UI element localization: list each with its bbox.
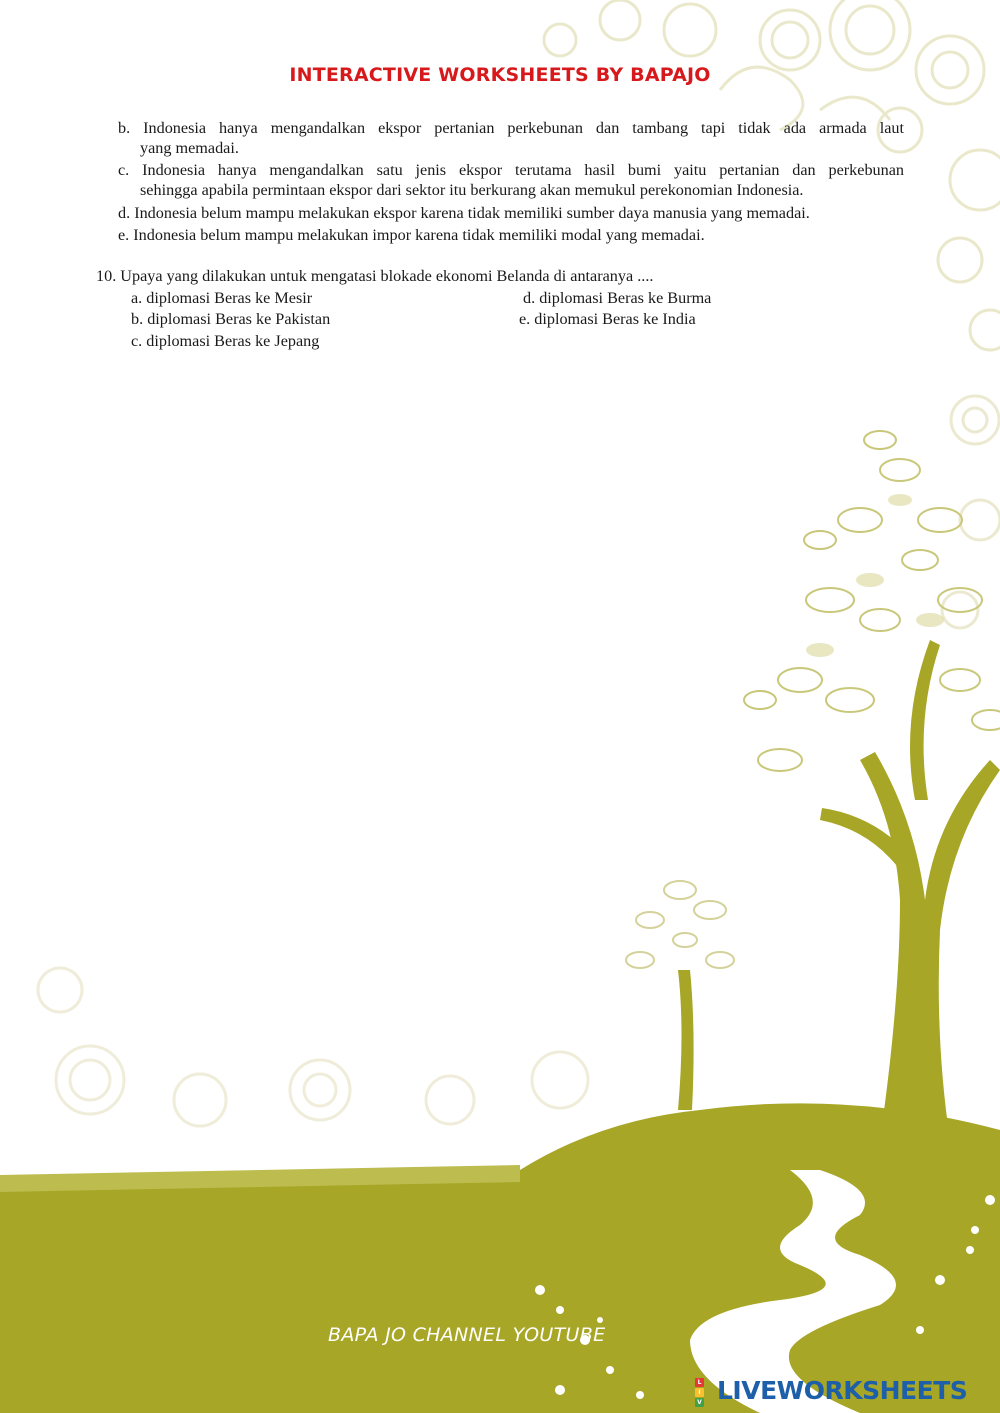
option-e: e. Indonesia belum mampu melakukan impor karena tidak memiliki modal yang memadai. bbox=[118, 226, 705, 244]
tree-illustration bbox=[626, 431, 1000, 1140]
logo-tile-i: I bbox=[695, 1388, 704, 1397]
logo-text: LIVEWORKSHEETS bbox=[717, 1376, 968, 1405]
option-d: d. Indonesia belum mampu melakukan ekspor karena tidak memiliki sumber daya manusia yang memadai. bbox=[118, 204, 810, 222]
question-10-option-a: a. diplomasi Beras ke Mesir bbox=[131, 289, 313, 307]
logo-tile-l: L bbox=[695, 1378, 704, 1387]
option-c-line1: c. Indonesia hanya mengandalkan satu jenis ekspor terutama hasil bumi yaitu pertanian dan perkebunan bbox=[118, 161, 904, 179]
option-b-line1: b. Indonesia hanya mengandalkan ekspor pertanian perkebunan dan tambang tapi tidak ada armada laut bbox=[118, 119, 904, 137]
option-c-line2: sehingga apabila permintaan ekspor dari sektor itu berkurang akan memukul perekonomian Indonesia. bbox=[140, 181, 804, 199]
logo-tile-v: V bbox=[695, 1398, 704, 1407]
question-10-text: 10. Upaya yang dilakukan untuk mengatasi blokade ekonomi Belanda di antaranya .... bbox=[96, 267, 654, 285]
logo-tiles-icon bbox=[695, 1378, 717, 1408]
liveworksheets-logo[interactable] bbox=[695, 1376, 995, 1410]
option-b-line2: yang memadai. bbox=[140, 139, 239, 157]
channel-caption: BAPA JO CHANNEL YOUTUBE bbox=[328, 1324, 606, 1346]
question-10-option-b: b. diplomasi Beras ke Pakistan bbox=[131, 310, 331, 328]
question-10-option-c: c. diplomasi Beras ke Jepang bbox=[131, 332, 320, 350]
page-title: INTERACTIVE WORKSHEETS BY BAPAJO bbox=[289, 64, 711, 86]
question-10-option-d: d. diplomasi Beras ke Burma bbox=[523, 289, 712, 307]
question-10-option-e: e. diplomasi Beras ke India bbox=[519, 310, 696, 328]
